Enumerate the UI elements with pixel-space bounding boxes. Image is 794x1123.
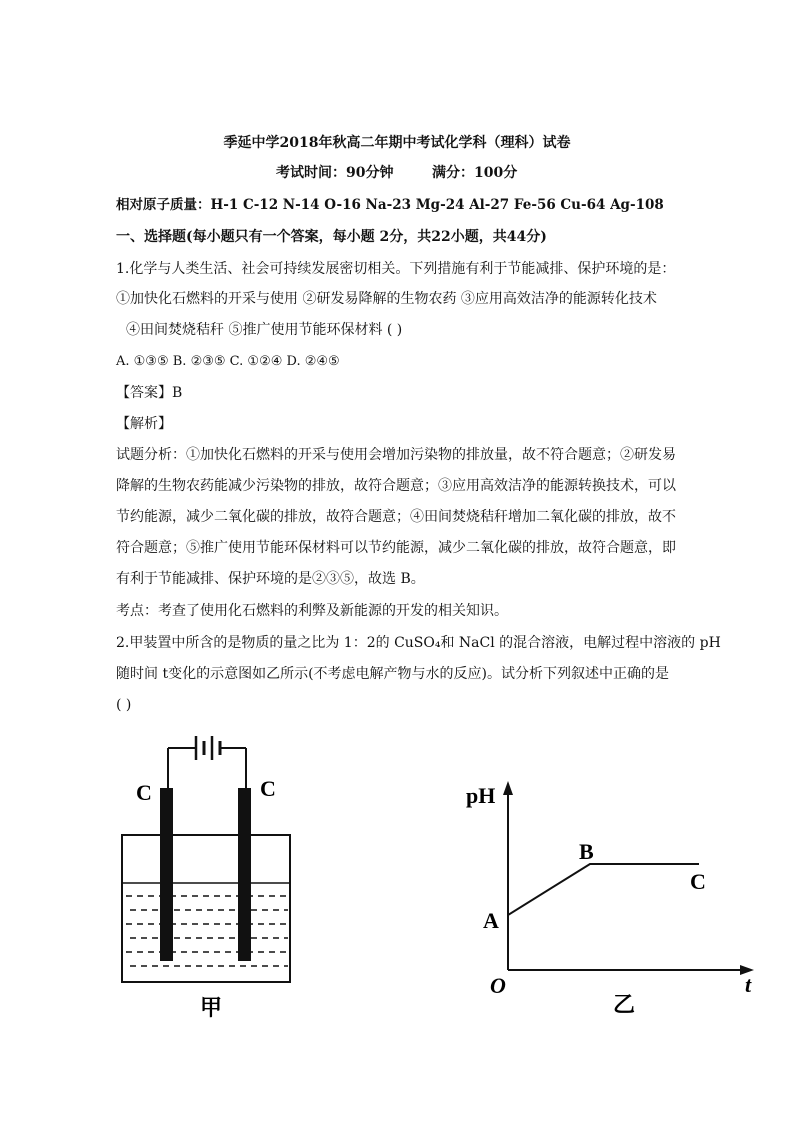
q1-analysis-line: 降解的生物农药能减少污染物的排放，故符合题意；③应用高效洁净的能源转换技术，可以: [116, 478, 676, 494]
electrode-left-label: C: [136, 780, 152, 805]
point-a-label: A: [483, 908, 499, 933]
x-axis-label: t: [745, 972, 752, 997]
exam-score: 满分：100分: [432, 165, 518, 181]
exam-time: 考试时间：90分钟: [276, 165, 394, 181]
q1-analysis-line: 试题分析：①加快化石燃料的开采与使用会增加污染物的排放量，故不符合题意；②研发易: [116, 447, 676, 463]
point-c-label: C: [690, 869, 706, 894]
q1-answer: 【答案】B: [116, 385, 183, 401]
exam-title: 季延中学2018年秋高二年期中考试化学科（理科）试卷: [223, 135, 571, 151]
solution-liquid: [126, 896, 288, 966]
figure-yi-caption: 乙: [613, 993, 636, 1018]
ph-curve: [508, 864, 699, 915]
beaker: [122, 835, 290, 982]
q1-analysis-line: 有利于节能减排、保护环境的是②③⑤，故选 B。: [116, 571, 425, 587]
q1-analysis-label: 【解析】: [116, 416, 172, 432]
q1-analysis-line: 符合题意；⑤推广使用节能环保材料可以节约能源，减少二氧化碳的排放，故符合题意，即: [116, 540, 676, 556]
q2-line1: 2.甲装置中所含的是物质的量之比为 1：2的 CuSO₄和 NaCl 的混合溶液，电解过程中溶液的 pH: [116, 635, 721, 651]
figure-jia-caption: 甲: [200, 996, 223, 1021]
atomic-mass-line: [116, 195, 664, 215]
q1-stem: 1.化学与人类生活、社会可持续发展密切相关。下列措施有利于节能减排、保护环境的是：: [116, 261, 676, 277]
q1-analysis-line: 节约能源，减少二氧化碳的排放，故符合题意；④田间焚烧秸秆增加二氧化碳的排放，故不: [116, 509, 676, 525]
q1-options-line1: ①加快化石燃料的开采与使用 ②研发易降解的生物农药 ③应用高效洁净的能源转化技术: [116, 291, 657, 307]
q2-line2: 随时间 t变化的示意图如乙所示(不考虑电解产物与水的反应)。试分析下列叙述中正确的是: [116, 666, 669, 682]
figure-yi-ph-graph: [462, 775, 762, 1020]
y-axis-arrow-icon: [503, 781, 513, 795]
atomic-mass-text: 相对原子质量：H-1 C-12 N-14 O-16 Na-23 Mg-24 Al-27 Fe-56 Cu-64 Ag-108: [116, 197, 664, 213]
electrode-right: [238, 788, 251, 961]
q1-kaodian: 考点：考查了使用化石燃料的利弊及新能源的开发的相关知识。: [116, 603, 508, 619]
figure-jia-electrolysis-cell: [110, 730, 310, 1030]
q2-line3: ( ): [116, 697, 132, 713]
battery-icon: [168, 736, 246, 760]
electrode-right-label: C: [260, 776, 276, 801]
q1-choices: A. ①③⑤ B. ②③⑤ C. ①②④ D. ②④⑤: [116, 354, 340, 369]
q1-options-line2: ④田间焚烧秸秆 ⑤推广使用节能环保材料 ( ): [126, 322, 403, 338]
point-b-label: B: [579, 839, 594, 864]
section-heading: 一、选择题(每小题只有一个答案，每小题 2分，共22小题，共44分): [116, 229, 547, 245]
y-axis-label: pH: [466, 783, 496, 808]
origin-label: O: [490, 973, 506, 998]
electrode-left: [160, 788, 173, 961]
